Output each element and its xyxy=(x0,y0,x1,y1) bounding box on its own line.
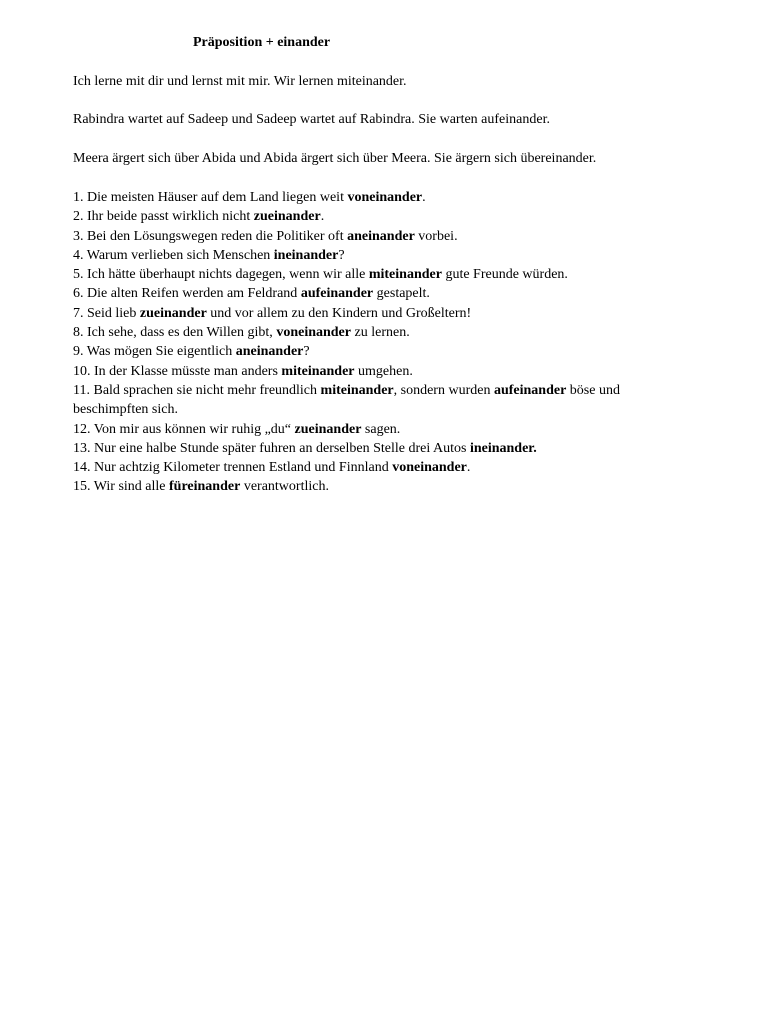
exercise-text: Wir sind alle xyxy=(93,479,169,495)
exercise-number: 7. xyxy=(73,305,84,321)
exercise-text: . xyxy=(466,460,471,476)
exercise-number: 9. xyxy=(73,344,84,360)
exercise-text: zu lernen. xyxy=(351,325,410,341)
page-title: Präposition + einander xyxy=(193,35,331,50)
exercise-item xyxy=(73,381,693,420)
exercise-number: 13. xyxy=(73,440,91,456)
exercise-text: Ihr beide passt wirklich nicht xyxy=(87,209,254,225)
exercise-text: In der Klasse müsste man anders xyxy=(94,363,282,379)
exercise-text: Bald sprachen sie nicht mehr freundlich xyxy=(93,382,321,398)
exercise-item xyxy=(73,227,693,246)
exercise-text: gestapelt. xyxy=(373,286,430,302)
exercise-text: Was mögen Sie eigentlich xyxy=(86,344,236,360)
exercise-text: . xyxy=(422,190,426,205)
exercise-number: 5. xyxy=(73,267,84,283)
exercise-number: 1. xyxy=(73,190,84,205)
exercise-text: gute Freunde würden. xyxy=(441,267,568,283)
exercise-number: 11. xyxy=(73,382,90,398)
exercise-item xyxy=(73,188,693,207)
exercise-answer: voneinander xyxy=(392,460,467,476)
exercise-text: Ich hätte überhaupt nichts dagegen, wenn wir alle xyxy=(87,267,369,283)
exercise-number: 8. xyxy=(73,325,84,341)
exercise-answer: zueinander xyxy=(139,305,207,321)
exercise-text: vorbei. xyxy=(414,228,458,244)
exercise-item xyxy=(73,207,693,226)
exercise-number: 6. xyxy=(73,286,84,302)
exercise-text: Warum verlieben sich Menschen xyxy=(86,247,274,263)
exercise-number: 12. xyxy=(73,421,91,437)
exercise-text: Seid lieb xyxy=(87,305,140,321)
exercise-answer: füreinander xyxy=(169,479,241,495)
exercise-text: Die meisten Häuser auf dem Land liegen weit xyxy=(87,190,348,205)
exercise-item xyxy=(73,342,693,361)
exercise-answer: ineinander. xyxy=(469,440,537,456)
exercise-text: umgehen. xyxy=(354,363,413,379)
exercise-answer: miteinander xyxy=(368,267,442,283)
exercise-text: ? xyxy=(303,344,310,360)
exercise-number: 10. xyxy=(73,363,91,379)
exercise-number: 3. xyxy=(73,228,84,244)
exercise-item xyxy=(73,477,693,496)
exercise-answer: ineinander xyxy=(273,247,339,263)
intro-sentence: Ich lerne mit dir und lernst mit mir. Wir lernen miteinander. xyxy=(73,74,407,89)
exercise-item xyxy=(73,439,693,458)
exercise-item xyxy=(73,323,693,342)
exercise-text: Bei den Lösungswegen reden die Politiker oft xyxy=(87,228,348,244)
exercise-answer: miteinander xyxy=(320,382,394,398)
exercise-answer: miteinander xyxy=(281,363,355,379)
exercise-text: Ich sehe, dass es den Willen gibt, xyxy=(87,325,277,341)
exercise-text: . xyxy=(320,209,325,225)
exercise-text: verantwortlich. xyxy=(240,479,329,495)
exercise-number: 15. xyxy=(73,479,91,495)
exercise-item xyxy=(73,304,693,323)
exercise-item xyxy=(73,420,693,439)
exercise-answer: voneinander xyxy=(276,325,351,341)
exercise-answer: aneinander xyxy=(347,228,415,244)
intro-sentence: Meera ärgert sich über Abida und Abida ärgert sich über Meera. Sie ärgern sich übereinander. xyxy=(73,151,597,166)
exercise-text: böse und beschimpften sich. xyxy=(73,382,620,418)
exercise-item xyxy=(73,265,693,284)
exercise-answer: voneinander xyxy=(347,190,423,205)
exercise-list xyxy=(73,188,693,497)
exercise-number: 4. xyxy=(73,247,84,263)
exercise-text: ? xyxy=(338,247,345,263)
exercise-text: , sondern wurden xyxy=(393,382,494,398)
exercise-answer: aufeinander xyxy=(300,286,374,302)
exercise-text: Nur achtzig Kilometer trennen Estland und Finnland xyxy=(94,460,393,476)
exercise-text: Die alten Reifen werden am Feldrand xyxy=(87,286,301,302)
exercise-item xyxy=(73,246,693,265)
exercise-item xyxy=(73,362,693,381)
exercise-text: sagen. xyxy=(361,421,401,437)
exercise-number: 2. xyxy=(73,209,84,225)
exercise-text: Nur eine halbe Stunde später fuhren an derselben Stelle drei Autos xyxy=(94,440,470,456)
exercise-answer: aneinander xyxy=(235,344,304,360)
exercise-number: 14. xyxy=(73,460,91,476)
intro-sentence: Rabindra wartet auf Sadeep und Sadeep wartet auf Rabindra. Sie warten aufeinander. xyxy=(73,112,550,127)
exercise-text: und vor allem zu den Kindern und Großeltern! xyxy=(206,305,472,321)
exercise-answer: zueinander xyxy=(253,209,321,225)
exercise-item xyxy=(73,284,693,303)
exercise-item xyxy=(73,458,693,477)
exercise-answer: zueinander xyxy=(294,421,362,437)
exercise-answer: aufeinander xyxy=(493,382,567,398)
exercise-text: Von mir aus können wir ruhig „du“ xyxy=(93,421,295,437)
